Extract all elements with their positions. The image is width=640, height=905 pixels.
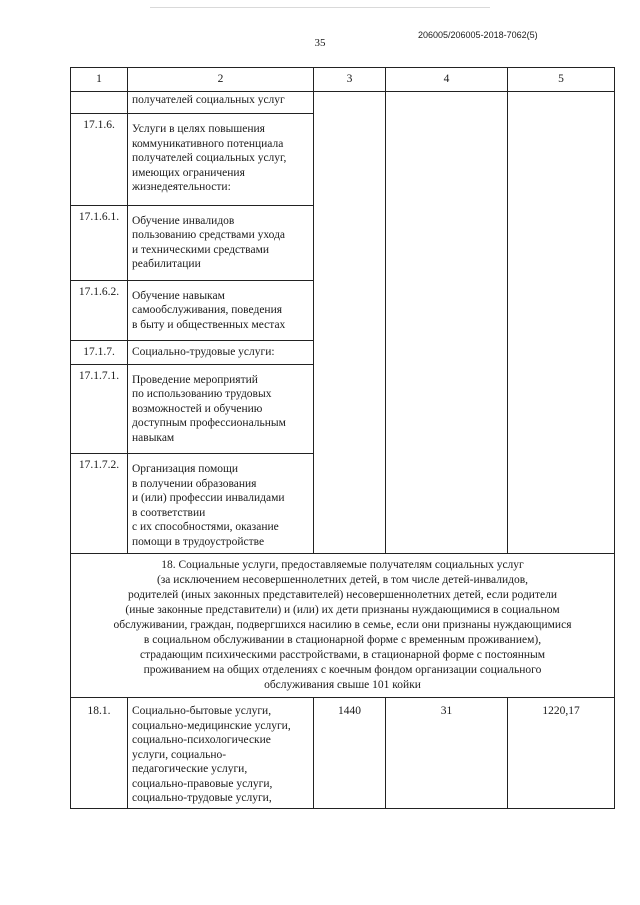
row-value-col-3: 1440 — [314, 698, 386, 809]
row-service-name: Обучение инвалидов пользованию средствами ухода и техническими средствами реабилитации — [128, 205, 314, 280]
table-row — [71, 91, 615, 114]
row-number: 17.1.6.1. — [71, 205, 128, 280]
section-header-row — [71, 554, 615, 698]
row-service-name: Социально-бытовые услуги, социально-медицинские услуги, социально-психологические услуги, социально- педагогические услуги, социально-правовые услуги, социально-трудовые услуги, — [128, 698, 314, 809]
header-col-2: 2 — [128, 68, 314, 92]
row-service-name: получателей социальных услуг — [128, 91, 314, 114]
header-col-4: 4 — [386, 68, 508, 92]
row-col-5 — [508, 91, 615, 554]
row-number: 17.1.7.2. — [71, 454, 128, 554]
row-col-4 — [386, 91, 508, 554]
row-number: 17.1.7.1. — [71, 364, 128, 454]
row-number: 17.1.7. — [71, 341, 128, 365]
row-number: 17.1.6. — [71, 114, 128, 206]
row-value-col-4: 31 — [386, 698, 508, 809]
row-col-3 — [314, 91, 386, 554]
row-number: 18.1. — [71, 698, 128, 809]
row-number: 17.1.6.2. — [71, 280, 128, 341]
table-header-row — [71, 68, 615, 92]
scan-artifact-line — [150, 7, 490, 8]
row-service-name: Услуги в целях повышения коммуникативного потенциала получателей социальных услуг, имеющих ограничения жизнедеятельности: — [128, 114, 314, 206]
row-service-name: Социально-трудовые услуги: — [128, 341, 314, 365]
table-row — [71, 698, 615, 809]
section-18-title: 18. Социальные услуги, предоставляемые получателям социальных услуг (за исключением несовершеннолетних детей, в том числе детей-инвалидов, родителей (иных законных представителей) несовершеннолетних детей, если родители (иные законные представители) и (или) их дети признаны нуждающимися в социальном обслуживании, граждан, подвергшихся насилию в семье, если они признаны нуждающимися в социальном обслуживании в стационарной форме с временным проживанием), страдающим психическими расстройствами, в стационарной форме с постоянным проживанием на общих отделениях с коечным фондом организации социального обслуживания свыше 101 койки — [71, 554, 615, 698]
header-col-3: 3 — [314, 68, 386, 92]
row-service-name: Организация помощи в получении образования и (или) профессии инвалидами в соответствии с их способностями, оказание помощи в трудоустройстве — [128, 454, 314, 554]
tariff-table — [70, 67, 615, 809]
row-number — [71, 91, 128, 114]
document-code: 206005/206005-2018-7062(5) — [418, 30, 538, 40]
header-col-1: 1 — [71, 68, 128, 92]
row-value-col-5: 1220,17 — [508, 698, 615, 809]
row-service-name: Проведение мероприятий по использованию трудовых возможностей и обучению доступным профессиональным навыкам — [128, 364, 314, 454]
page-number: 35 — [314, 37, 326, 49]
row-service-name: Обучение навыкам самообслуживания, поведения в быту и общественных местах — [128, 280, 314, 341]
header-col-5: 5 — [508, 68, 615, 92]
